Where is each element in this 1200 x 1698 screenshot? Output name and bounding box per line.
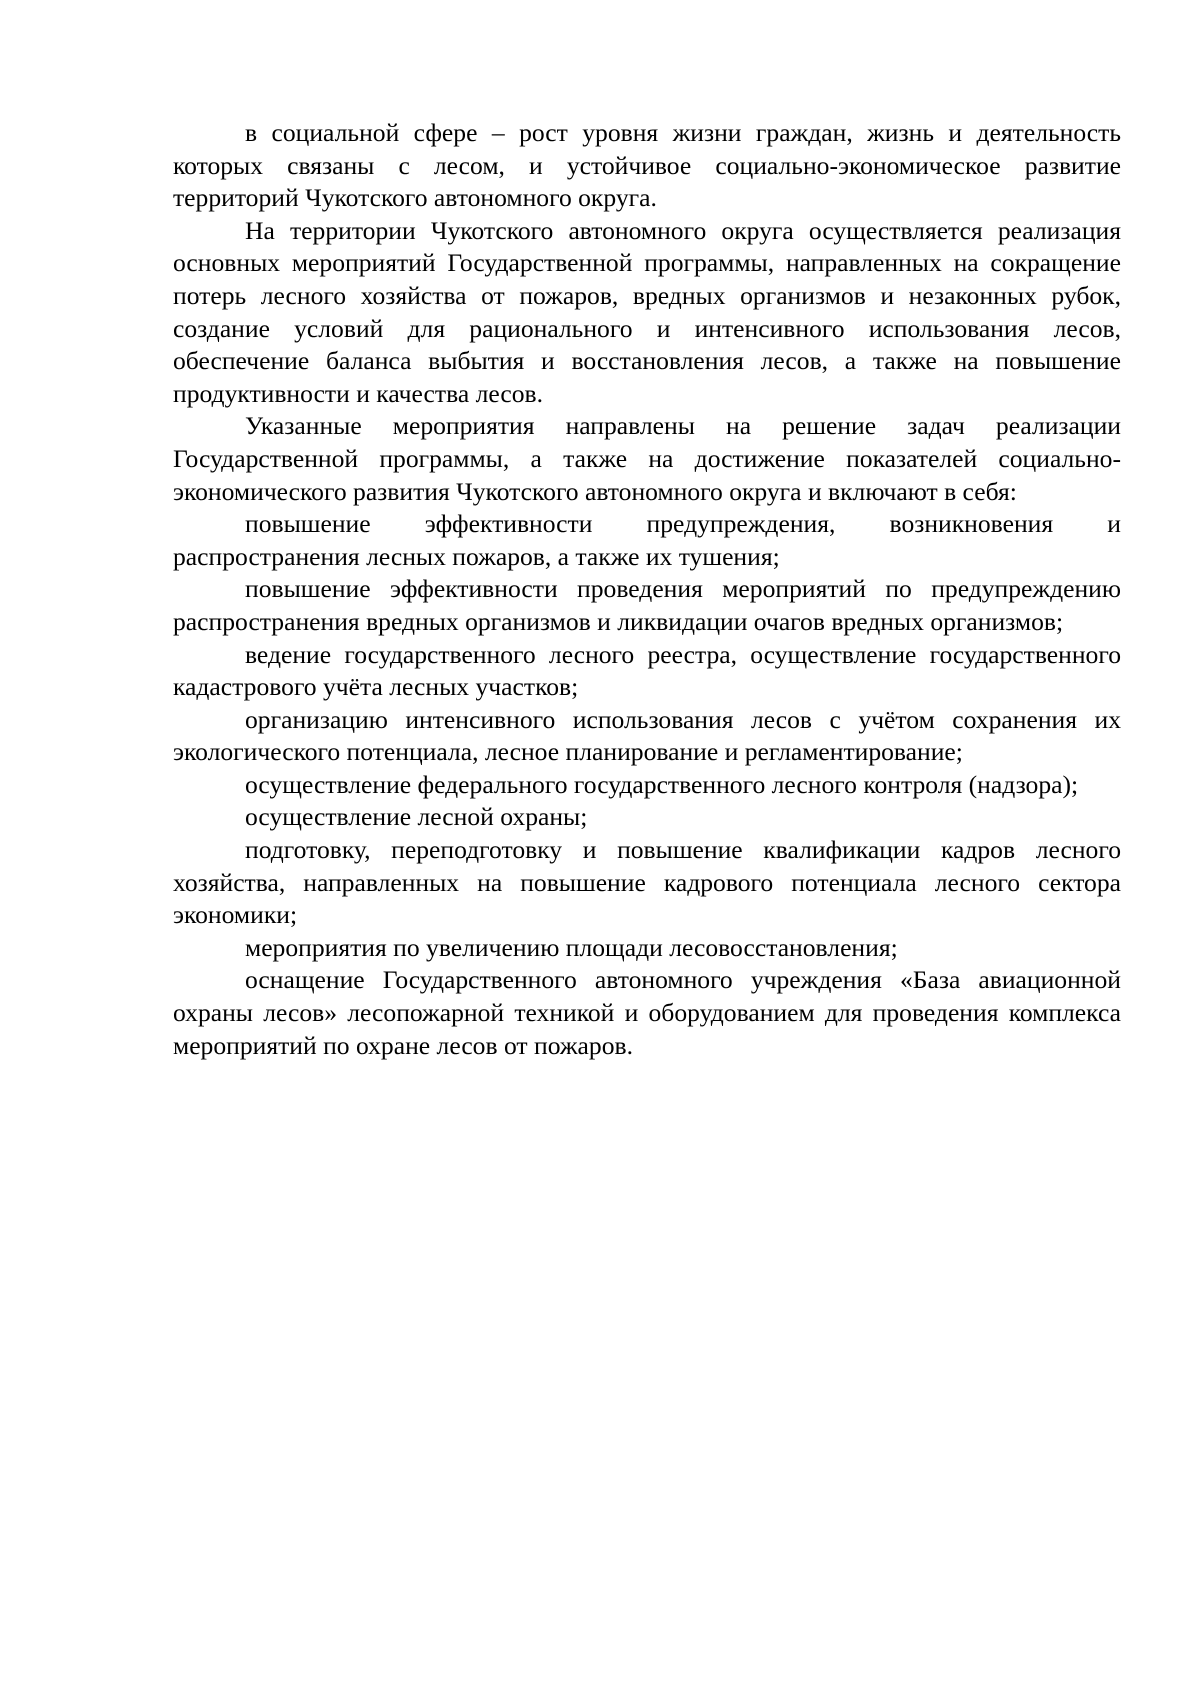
list-item-pest-control: повышение эффективности проведения мероприятий по предупреждению распространения вредных организмов и ликвидации очагов вредных организмов;	[173, 574, 1121, 636]
list-item-staff-training: подготовку, переподготовку и повышение квалификации кадров лесного хозяйства, направленных на повышение кадрового потенциала лесного сектора экономики;	[173, 835, 1121, 930]
list-item-reforestation: мероприятия по увеличению площади лесовосстановления;	[245, 932, 898, 962]
paragraph-measures-intro: Указанные мероприятия направлены на решение задач реализации Государственной программы, а также на достижение показателей социально-экономического развития Чукотского автономного округа и включают в себя:	[173, 411, 1121, 506]
list-item-forest-use: организацию интенсивного использования лесов с учётом сохранения их экологического потенциала, лесное планирование и регламентирование;	[173, 704, 1121, 767]
paragraph-social-sphere: в социальной сфере – рост уровня жизни граждан, жизнь и деятельность которых связаны с лесом, и устойчивое социально-экономическое развитие территорий Чукотского автономного округа.	[173, 118, 1121, 213]
paragraph-program-implementation: На территории Чукотского автономного округа осуществляется реализация основных мероприятий Государственной программы, направленных на сокращение потерь лесного хозяйства от пожаров, вредных организмов и незаконных рубок, создание условий для рационального и интенсивного использования лесов, обеспечение баланса выбытия и восстановления лесов, а также на повышение продуктивности и качества лесов.	[173, 215, 1121, 408]
list-item-forest-protection: осуществление лесной охраны;	[245, 802, 588, 832]
list-item-fire-prevention: повышение эффективности предупреждения, возникновения и распространения лесных пожаров, а также их тушения;	[173, 509, 1121, 571]
list-item-forest-registry: ведение государственного лесного реестра, осуществление государственного кадастрового учёта лесных участков;	[173, 639, 1121, 702]
list-item-equipment: оснащение Государственного автономного учреждения «База авиационной охраны лесов» лесопожарной техникой и оборудованием для проведения комплекса мероприятий по охране лесов от пожаров.	[173, 965, 1121, 1060]
document-body	[173, 117, 1121, 1062]
list-item-forest-control: осуществление федерального государственного лесного контроля (надзора);	[245, 769, 1079, 799]
